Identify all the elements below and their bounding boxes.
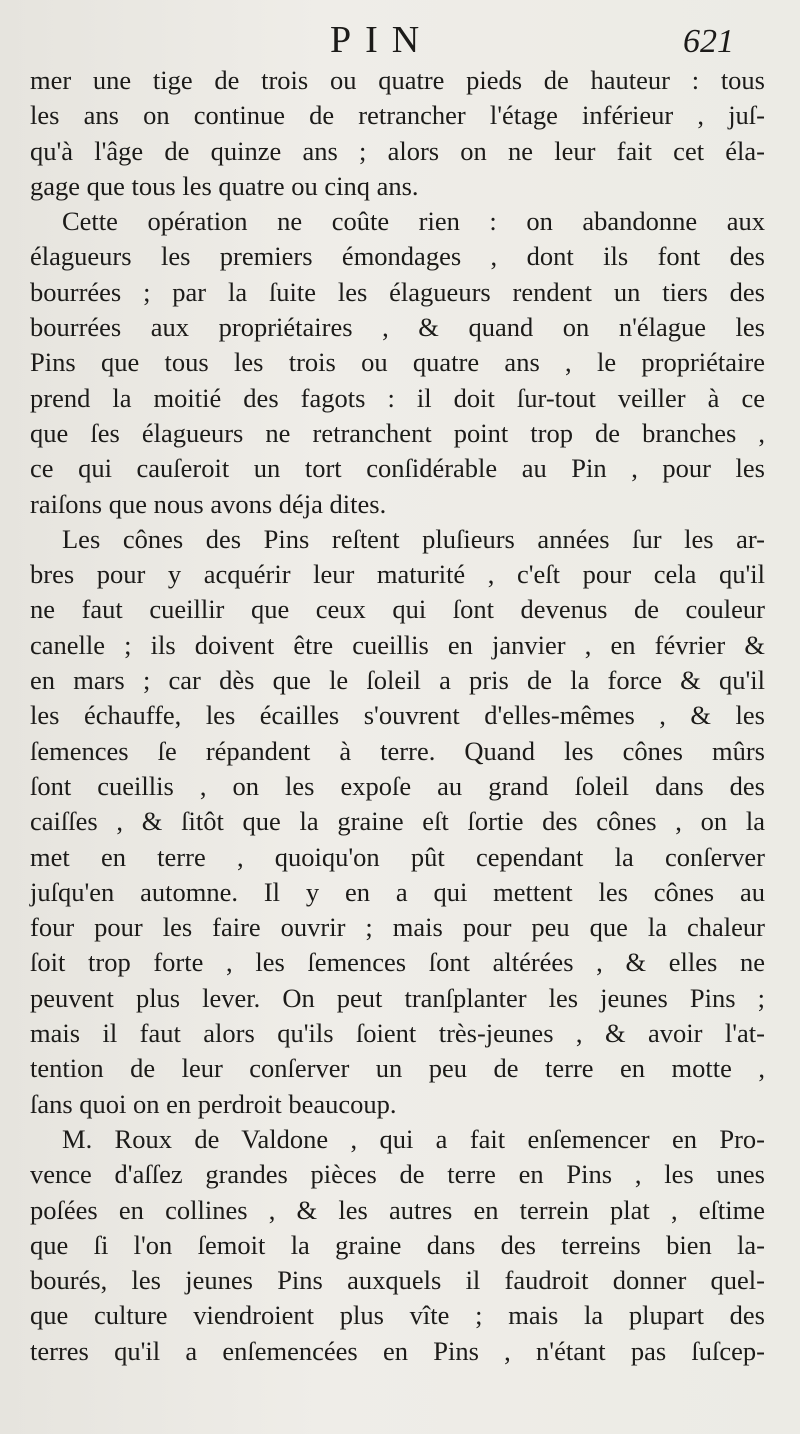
running-head-title: PIN xyxy=(330,19,434,61)
paragraph xyxy=(30,204,765,522)
text-line: Les cônes des Pins reſtent pluſieurs années ſur les ar- xyxy=(62,523,765,554)
text-line: Cette opération ne coûte rien : on abandonne aux xyxy=(62,206,765,237)
text-line: bourrées aux propriétaires , & quand on n'élague les xyxy=(30,312,765,343)
text-line: ce qui cauſeroit un tort conſidérable au Pin , pour les xyxy=(30,453,765,484)
paragraph xyxy=(30,1122,765,1369)
body-text xyxy=(30,63,765,1369)
text-line: peuvent plus lever. On peut tranſplanter les jeunes Pins ; xyxy=(30,982,765,1013)
text-line: que culture viendroient plus vîte ; mais la plupart des xyxy=(30,1300,765,1331)
text-line: juſqu'en automne. Il y en a qui mettent les cônes au xyxy=(30,876,765,907)
text-line: mer une tige de trois ou quatre pieds de hauteur : tous xyxy=(30,65,765,95)
page-number: 621 xyxy=(683,23,734,60)
text-line: met en terre , quoiqu'on pût cependant la conſerver xyxy=(30,841,765,872)
text-line: ne faut cueillir que ceux qui ſont devenus de couleur xyxy=(30,594,765,625)
text-line: bres pour y acquérir leur maturité , c'eſt pour cela qu'il xyxy=(30,559,765,590)
text-line: ſemences ſe répandent à terre. Quand les cônes mûrs xyxy=(30,735,765,766)
text-line: M. Roux de Valdone , qui a fait enſemencer en Pro- xyxy=(62,1123,765,1154)
text-line: que ſi l'on ſemoit la graine dans des terreins bien la- xyxy=(30,1229,765,1260)
text-line: poſées en collines , & les autres en terrein plat , eſtime xyxy=(30,1194,765,1225)
text-line: les échauffe, les écailles s'ouvrent d'elles-mêmes , & les xyxy=(30,700,765,731)
text-line: mais il faut alors qu'ils ſoient très-jeunes , & avoir l'at- xyxy=(30,1018,765,1049)
text-line: ſont cueillis , on les expoſe au grand ſoleil dans des xyxy=(30,770,765,801)
text-line: prend la moitié des fagots : il doit ſur-tout veiller à ce xyxy=(30,382,765,413)
text-line: les ans on continue de retrancher l'étage inférieur , juſ- xyxy=(30,100,765,131)
text-line: gage que tous les quatre ou cinq ans. xyxy=(30,170,419,201)
text-line: terres qu'il a enſemencées en Pins , n'étant pas ſuſcep- xyxy=(30,1335,765,1366)
text-line: raiſons que nous avons déja dites. xyxy=(30,488,387,519)
text-line: ſoit trop forte , les ſemences ſont altérées , & elles ne xyxy=(30,947,765,978)
text-line: ſans quoi on en perdroit beaucoup. xyxy=(30,1088,397,1119)
text-line: four pour les faire ouvrir ; mais pour peu que la chaleur xyxy=(30,912,765,943)
text-line: Pins que tous les trois ou quatre ans , le propriétaire xyxy=(30,347,765,378)
text-line: en mars ; car dès que le ſoleil a pris de la force & qu'il xyxy=(30,665,765,696)
text-line: bourrées ; par la ſuite les élagueurs rendent un tiers des xyxy=(30,276,765,307)
text-line: tention de leur conſerver un peu de terre en motte , xyxy=(30,1053,765,1084)
text-line: caiſſes , & ſitôt que la graine eſt ſortie des cônes , on la xyxy=(30,806,765,837)
paragraph xyxy=(30,63,765,204)
paragraph xyxy=(30,522,765,1122)
text-line: canelle ; ils doivent être cueillis en janvier , en février & xyxy=(30,629,765,660)
running-head xyxy=(0,18,800,62)
text-line: que ſes élagueurs ne retranchent point trop de branches , xyxy=(30,417,765,448)
text-line: vence d'aſſez grandes pièces de terre en Pins , les unes xyxy=(30,1159,765,1190)
text-line: élagueurs les premiers émondages , dont ils font des xyxy=(30,241,765,272)
text-line: bourés, les jeunes Pins auxquels il faudroit donner quel- xyxy=(30,1265,765,1296)
text-line: qu'à l'âge de quinze ans ; alors on ne leur fait cet éla- xyxy=(30,135,765,166)
